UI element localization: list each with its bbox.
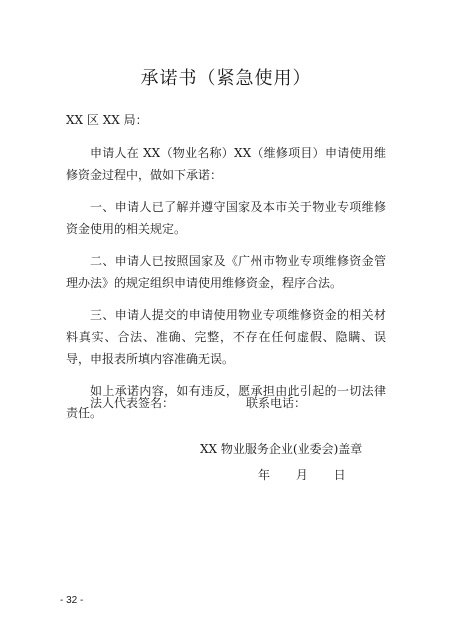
signature-row <box>90 394 306 411</box>
addressee: XX 区 XX 局： <box>66 113 148 127</box>
commitment-item-3: 三、申请人提交的申请使用物业专项维修资金的相关材料真实、合法、准确、完整，不存在任何虚假、隐瞒、误导，申报表所填内容准确无误。 <box>66 308 386 366</box>
signature-label: 法人代表签名： <box>90 396 175 410</box>
commitment-item-1: 一、申请人已了解并遵守国家及本市关于物业专项维修资金使用的相关规定。 <box>66 200 386 236</box>
page-number: - 32 - <box>60 595 84 606</box>
stamp-line: XX 物业服务企业(业委会)盖章 <box>200 442 363 456</box>
commitment-item-2: 二、申请人已按照国家及《广州市物业专项维修资金管理办法》的规定组织申请使用维修资金，程序合法。 <box>66 254 386 290</box>
date-line: 年 月 日 <box>258 468 346 482</box>
page-title: 承诺书（紧急使用） <box>140 68 312 89</box>
phone-label: 联系电话： <box>246 396 307 410</box>
document-body <box>66 142 386 434</box>
intro-paragraph: 申请人在 XX（物业名称）XX（维修项目）申请使用维修资金过程中，做如下承诺： <box>66 146 386 182</box>
liability-paragraph: 如上承诺内容，如有违反，愿承担由此引起的一切法律责任。 <box>66 384 386 420</box>
